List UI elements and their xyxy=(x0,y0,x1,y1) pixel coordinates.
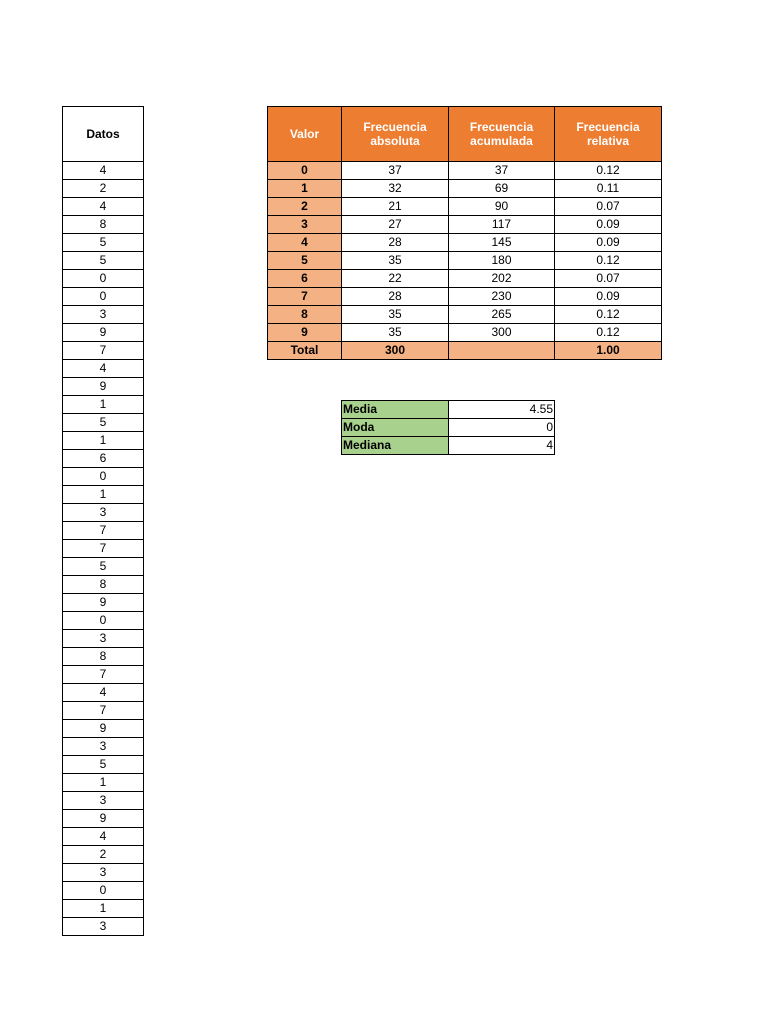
header-frecuencia-absoluta[interactable]: Frecuencia absoluta xyxy=(342,107,449,162)
datos-cell[interactable]: 1 xyxy=(63,774,144,792)
datos-cell[interactable]: 3 xyxy=(63,918,144,936)
datos-table xyxy=(62,106,144,936)
datos-row xyxy=(63,216,144,234)
datos-row xyxy=(63,738,144,756)
datos-row xyxy=(63,522,144,540)
datos-cell[interactable]: 3 xyxy=(63,630,144,648)
header-valor[interactable]: Valor xyxy=(268,107,342,162)
datos-cell[interactable]: 5 xyxy=(63,756,144,774)
datos-cell[interactable]: 0 xyxy=(63,612,144,630)
cell-acumulada[interactable]: 265 xyxy=(449,306,555,324)
frequency-row xyxy=(268,198,662,216)
datos-cell[interactable]: 0 xyxy=(63,288,144,306)
cell-absoluta[interactable]: 27 xyxy=(342,216,449,234)
datos-row xyxy=(63,558,144,576)
datos-cell[interactable]: 1 xyxy=(63,900,144,918)
cell-acumulada[interactable]: 145 xyxy=(449,234,555,252)
datos-row xyxy=(63,864,144,882)
datos-cell[interactable]: 4 xyxy=(63,198,144,216)
datos-cell[interactable]: 4 xyxy=(63,360,144,378)
datos-cell[interactable]: 1 xyxy=(63,396,144,414)
datos-row xyxy=(63,792,144,810)
datos-cell[interactable]: 8 xyxy=(63,576,144,594)
datos-row xyxy=(63,666,144,684)
datos-row xyxy=(63,378,144,396)
datos-row xyxy=(63,306,144,324)
datos-row xyxy=(63,594,144,612)
stat-value[interactable]: 4 xyxy=(449,437,555,455)
datos-row xyxy=(63,810,144,828)
datos-row xyxy=(63,882,144,900)
cell-valor[interactable]: 2 xyxy=(268,198,342,216)
frequency-body xyxy=(268,162,662,342)
datos-row xyxy=(63,720,144,738)
datos-cell[interactable]: 8 xyxy=(63,648,144,666)
stat-label[interactable]: Media xyxy=(342,401,449,419)
cell-relativa[interactable]: 0.11 xyxy=(555,180,662,198)
datos-cell[interactable]: 8 xyxy=(63,216,144,234)
datos-cell[interactable]: 2 xyxy=(63,180,144,198)
cell-acumulada[interactable]: 202 xyxy=(449,270,555,288)
total-label[interactable]: Total xyxy=(268,342,342,360)
cell-acumulada[interactable]: 90 xyxy=(449,198,555,216)
datos-row xyxy=(63,702,144,720)
datos-cell[interactable]: 1 xyxy=(63,486,144,504)
datos-row xyxy=(63,918,144,936)
cell-valor[interactable]: 4 xyxy=(268,234,342,252)
datos-cell[interactable]: 7 xyxy=(63,666,144,684)
frequency-header-row xyxy=(268,107,662,162)
cell-valor[interactable]: 3 xyxy=(268,216,342,234)
stats-body xyxy=(342,401,555,455)
datos-row xyxy=(63,486,144,504)
datos-header-row xyxy=(63,107,144,162)
cell-relativa[interactable]: 0.12 xyxy=(555,306,662,324)
stat-row-moda xyxy=(342,419,555,437)
cell-relativa[interactable]: 0.07 xyxy=(555,270,662,288)
frequency-row xyxy=(268,324,662,342)
datos-row xyxy=(63,180,144,198)
cell-valor[interactable]: 7 xyxy=(268,288,342,306)
cell-acumulada[interactable]: 117 xyxy=(449,216,555,234)
cell-relativa[interactable]: 0.12 xyxy=(555,162,662,180)
frequency-row xyxy=(268,288,662,306)
stat-row-media xyxy=(342,401,555,419)
stat-label[interactable]: Mediana xyxy=(342,437,449,455)
stat-value[interactable]: 0 xyxy=(449,419,555,437)
datos-row xyxy=(63,576,144,594)
cell-acumulada[interactable]: 300 xyxy=(449,324,555,342)
cell-valor[interactable]: 0 xyxy=(268,162,342,180)
datos-row xyxy=(63,468,144,486)
datos-row xyxy=(63,288,144,306)
frequency-row xyxy=(268,252,662,270)
datos-cell[interactable]: 9 xyxy=(63,594,144,612)
datos-row xyxy=(63,234,144,252)
datos-cell[interactable]: 1 xyxy=(63,432,144,450)
stats-table xyxy=(341,400,555,455)
datos-row xyxy=(63,252,144,270)
datos-cell[interactable]: 0 xyxy=(63,882,144,900)
datos-cell[interactable]: 3 xyxy=(63,504,144,522)
cell-acumulada[interactable]: 37 xyxy=(449,162,555,180)
datos-body xyxy=(63,162,144,936)
datos-row xyxy=(63,648,144,666)
datos-row xyxy=(63,450,144,468)
stat-label[interactable]: Moda xyxy=(342,419,449,437)
datos-cell[interactable]: 5 xyxy=(63,252,144,270)
datos-cell[interactable]: 9 xyxy=(63,810,144,828)
cell-acumulada[interactable]: 180 xyxy=(449,252,555,270)
cell-relativa[interactable]: 0.09 xyxy=(555,234,662,252)
datos-cell[interactable]: 3 xyxy=(63,738,144,756)
datos-cell[interactable]: 6 xyxy=(63,450,144,468)
cell-valor[interactable]: 1 xyxy=(268,180,342,198)
datos-row xyxy=(63,162,144,180)
stat-value[interactable]: 4.55 xyxy=(449,401,555,419)
cell-absoluta[interactable]: 28 xyxy=(342,234,449,252)
total-relativa[interactable]: 1.00 xyxy=(555,342,662,360)
stat-row-mediana xyxy=(342,437,555,455)
cell-valor[interactable]: 8 xyxy=(268,306,342,324)
datos-cell[interactable]: 3 xyxy=(63,306,144,324)
cell-valor[interactable]: 9 xyxy=(268,324,342,342)
cell-relativa[interactable]: 0.12 xyxy=(555,252,662,270)
datos-row xyxy=(63,774,144,792)
datos-row xyxy=(63,630,144,648)
cell-relativa[interactable]: 0.09 xyxy=(555,288,662,306)
datos-cell[interactable]: 5 xyxy=(63,234,144,252)
datos-row xyxy=(63,504,144,522)
cell-absoluta[interactable]: 35 xyxy=(342,306,449,324)
datos-cell[interactable]: 4 xyxy=(63,828,144,846)
datos-header[interactable]: Datos xyxy=(63,107,144,162)
datos-cell[interactable]: 9 xyxy=(63,720,144,738)
datos-cell[interactable]: 0 xyxy=(63,270,144,288)
frequency-row xyxy=(268,162,662,180)
frequency-row xyxy=(268,234,662,252)
datos-row xyxy=(63,414,144,432)
datos-row xyxy=(63,342,144,360)
datos-row xyxy=(63,540,144,558)
datos-cell[interactable]: 7 xyxy=(63,522,144,540)
datos-row xyxy=(63,360,144,378)
datos-row xyxy=(63,828,144,846)
datos-row xyxy=(63,900,144,918)
datos-row xyxy=(63,324,144,342)
datos-row xyxy=(63,432,144,450)
cell-absoluta[interactable]: 28 xyxy=(342,288,449,306)
datos-row xyxy=(63,270,144,288)
datos-row xyxy=(63,756,144,774)
cell-absoluta[interactable]: 35 xyxy=(342,324,449,342)
datos-cell[interactable]: 2 xyxy=(63,846,144,864)
total-acumulada[interactable] xyxy=(449,342,555,360)
datos-row xyxy=(63,846,144,864)
header-frecuencia-relativa[interactable]: Frecuencia relativa xyxy=(555,107,662,162)
datos-row xyxy=(63,396,144,414)
cell-absoluta[interactable]: 35 xyxy=(342,252,449,270)
cell-absoluta[interactable]: 32 xyxy=(342,180,449,198)
frequency-table xyxy=(267,106,662,360)
datos-cell[interactable]: 9 xyxy=(63,378,144,396)
cell-relativa[interactable]: 0.07 xyxy=(555,198,662,216)
datos-row xyxy=(63,684,144,702)
datos-cell[interactable]: 9 xyxy=(63,324,144,342)
frequency-row xyxy=(268,270,662,288)
cell-absoluta[interactable]: 21 xyxy=(342,198,449,216)
cell-valor[interactable]: 6 xyxy=(268,270,342,288)
datos-cell[interactable]: 7 xyxy=(63,702,144,720)
frequency-row xyxy=(268,180,662,198)
cell-absoluta[interactable]: 22 xyxy=(342,270,449,288)
header-frecuencia-acumulada[interactable]: Frecuencia acumulada xyxy=(449,107,555,162)
datos-cell[interactable]: 7 xyxy=(63,342,144,360)
datos-cell[interactable]: 7 xyxy=(63,540,144,558)
cell-acumulada[interactable]: 230 xyxy=(449,288,555,306)
datos-cell[interactable]: 4 xyxy=(63,162,144,180)
datos-row xyxy=(63,198,144,216)
datos-cell[interactable]: 5 xyxy=(63,558,144,576)
datos-cell[interactable]: 5 xyxy=(63,414,144,432)
datos-cell[interactable]: 3 xyxy=(63,864,144,882)
total-absoluta[interactable]: 300 xyxy=(342,342,449,360)
datos-cell[interactable]: 0 xyxy=(63,468,144,486)
frequency-row xyxy=(268,216,662,234)
cell-absoluta[interactable]: 37 xyxy=(342,162,449,180)
total-row xyxy=(268,342,662,360)
cell-relativa[interactable]: 0.09 xyxy=(555,216,662,234)
datos-cell[interactable]: 3 xyxy=(63,792,144,810)
cell-acumulada[interactable]: 69 xyxy=(449,180,555,198)
datos-cell[interactable]: 4 xyxy=(63,684,144,702)
cell-relativa[interactable]: 0.12 xyxy=(555,324,662,342)
frequency-row xyxy=(268,306,662,324)
cell-valor[interactable]: 5 xyxy=(268,252,342,270)
datos-row xyxy=(63,612,144,630)
